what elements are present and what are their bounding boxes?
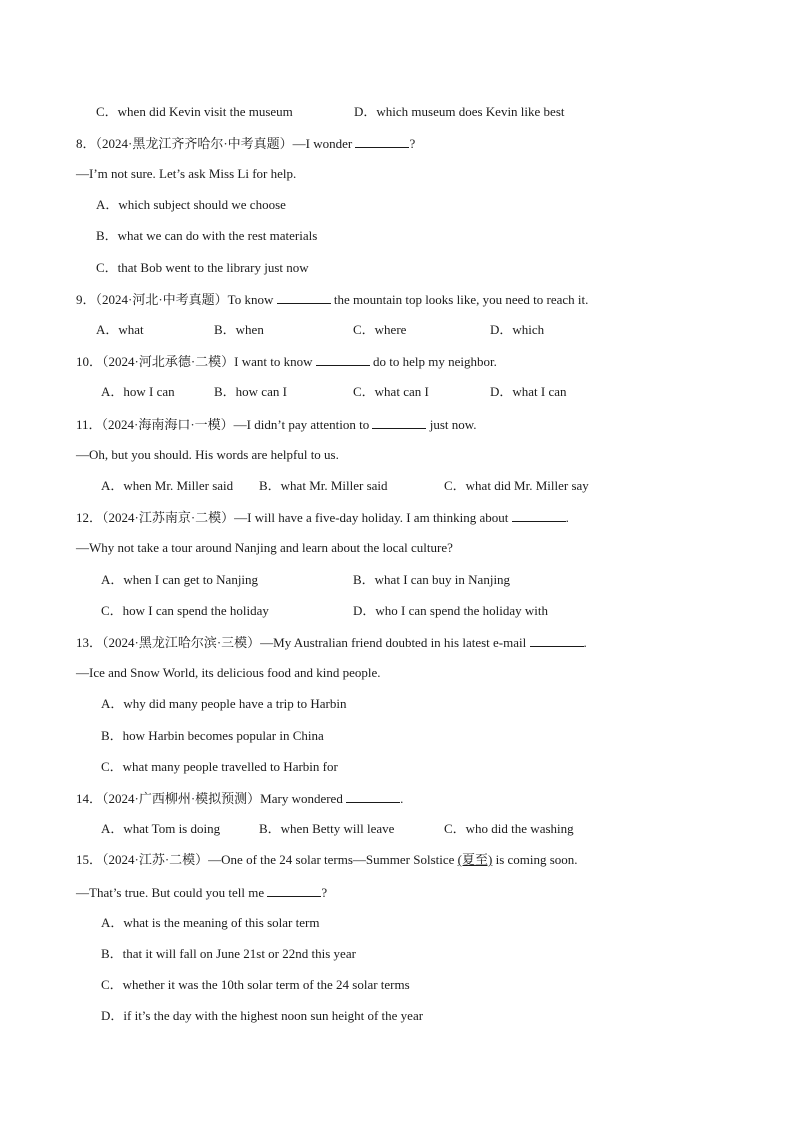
q9-option-c: C．where [353,322,407,337]
q14-option-a: A．what Tom is doing [101,821,221,836]
q9-stem: 9．（2024·河北·中考真题）To know the mountain top looks like, you need to reach it. [76,292,589,307]
q14-option-b: B．when Betty will leave [259,821,395,836]
answer-blank [530,634,584,647]
q10-option-a: A．how I can [101,384,175,399]
q12-option-d: D．who I can spend the holiday with [353,603,548,618]
answer-blank [512,509,566,522]
q15-stem: 15．（2024·江苏·二模）—One of the 24 solar terms—Summer Solstice (夏至) is coming soon. [76,852,578,867]
q15-option-d: D．if it’s the day with the highest noon sun height of the year [101,1008,424,1023]
q12-reply: —Why not take a tour around Nanjing and learn about the local culture? [76,540,453,555]
q13-reply: —Ice and Snow World, its delicious food and kind people. [76,665,381,680]
q12-option-c: C．how I can spend the holiday [101,603,269,618]
answer-blank [355,135,409,148]
q8-option-b: B．what we can do with the rest materials [96,228,318,243]
q11-option-a: A．when Mr. Miller said [101,478,234,493]
q10-option-c: C．what can I [353,384,429,399]
q10-option-d: D．what I can [490,384,567,399]
q13-option-a: A．why did many people have a trip to Harbin [101,696,347,711]
q15-reply: —That’s true. But could you tell me ? [76,885,328,900]
q15-option-b: B．that it will fall on June 21st or 22nd this year [101,946,356,961]
q12-option-a: A．when I can get to Nanjing [101,572,259,587]
q8-reply: —I’m not sure. Let’s ask Miss Li for help. [76,166,297,181]
q12-stem: 12．（2024·江苏南京·二模）—I will have a five-day holiday. I am thinking about . [76,510,569,525]
q8-option-a: A．which subject should we choose [96,197,286,212]
q8-stem: 8．（2024·黑龙江齐齐哈尔·中考真题）—I wonder ? [76,136,416,151]
q10-option-b: B．how can I [214,384,287,399]
q10-stem: 10．（2024·河北承德·二模）I want to know do to help my neighbor. [76,354,497,369]
q12-option-b: B．what I can buy in Nanjing [353,572,511,587]
q13-option-c: C．what many people travelled to Harbin for [101,759,338,774]
answer-blank [267,884,321,897]
q11-reply: —Oh, but you should. His words are helpful to us. [76,447,339,462]
q7-option-d: D．which museum does Kevin like best [354,104,565,119]
q9-option-b: B．when [214,322,264,337]
q15-option-c: C．whether it was the 10th solar term of the 24 solar terms [101,977,410,992]
q13-option-b: B．how Harbin becomes popular in China [101,728,324,743]
q13-stem: 13．（2024·黑龙江哈尔滨·三模）—My Australian friend doubted in his latest e-mail . [76,635,587,650]
q8-option-c: C．that Bob went to the library just now [96,260,309,275]
q14-option-c: C．who did the washing [444,821,574,836]
answer-blank [346,790,400,803]
answer-blank [372,416,426,429]
q14-stem: 14．（2024·广西柳州·模拟预测）Mary wondered . [76,791,404,806]
q9-option-d: D．which [490,322,545,337]
q11-option-c: C．what did Mr. Miller say [444,478,589,493]
q11-option-b: B．what Mr. Miller said [259,478,388,493]
q15-option-a: A．what is the meaning of this solar term [101,915,320,930]
answer-blank [316,353,370,366]
q7-option-c: C．when did Kevin visit the museum [96,104,293,119]
answer-blank [277,291,331,304]
q9-option-a: A．what [96,322,144,337]
q15-gloss: (夏至) [457,852,493,867]
q11-stem: 11．（2024·海南海口·一模）—I didn’t pay attention to just now. [76,417,477,432]
